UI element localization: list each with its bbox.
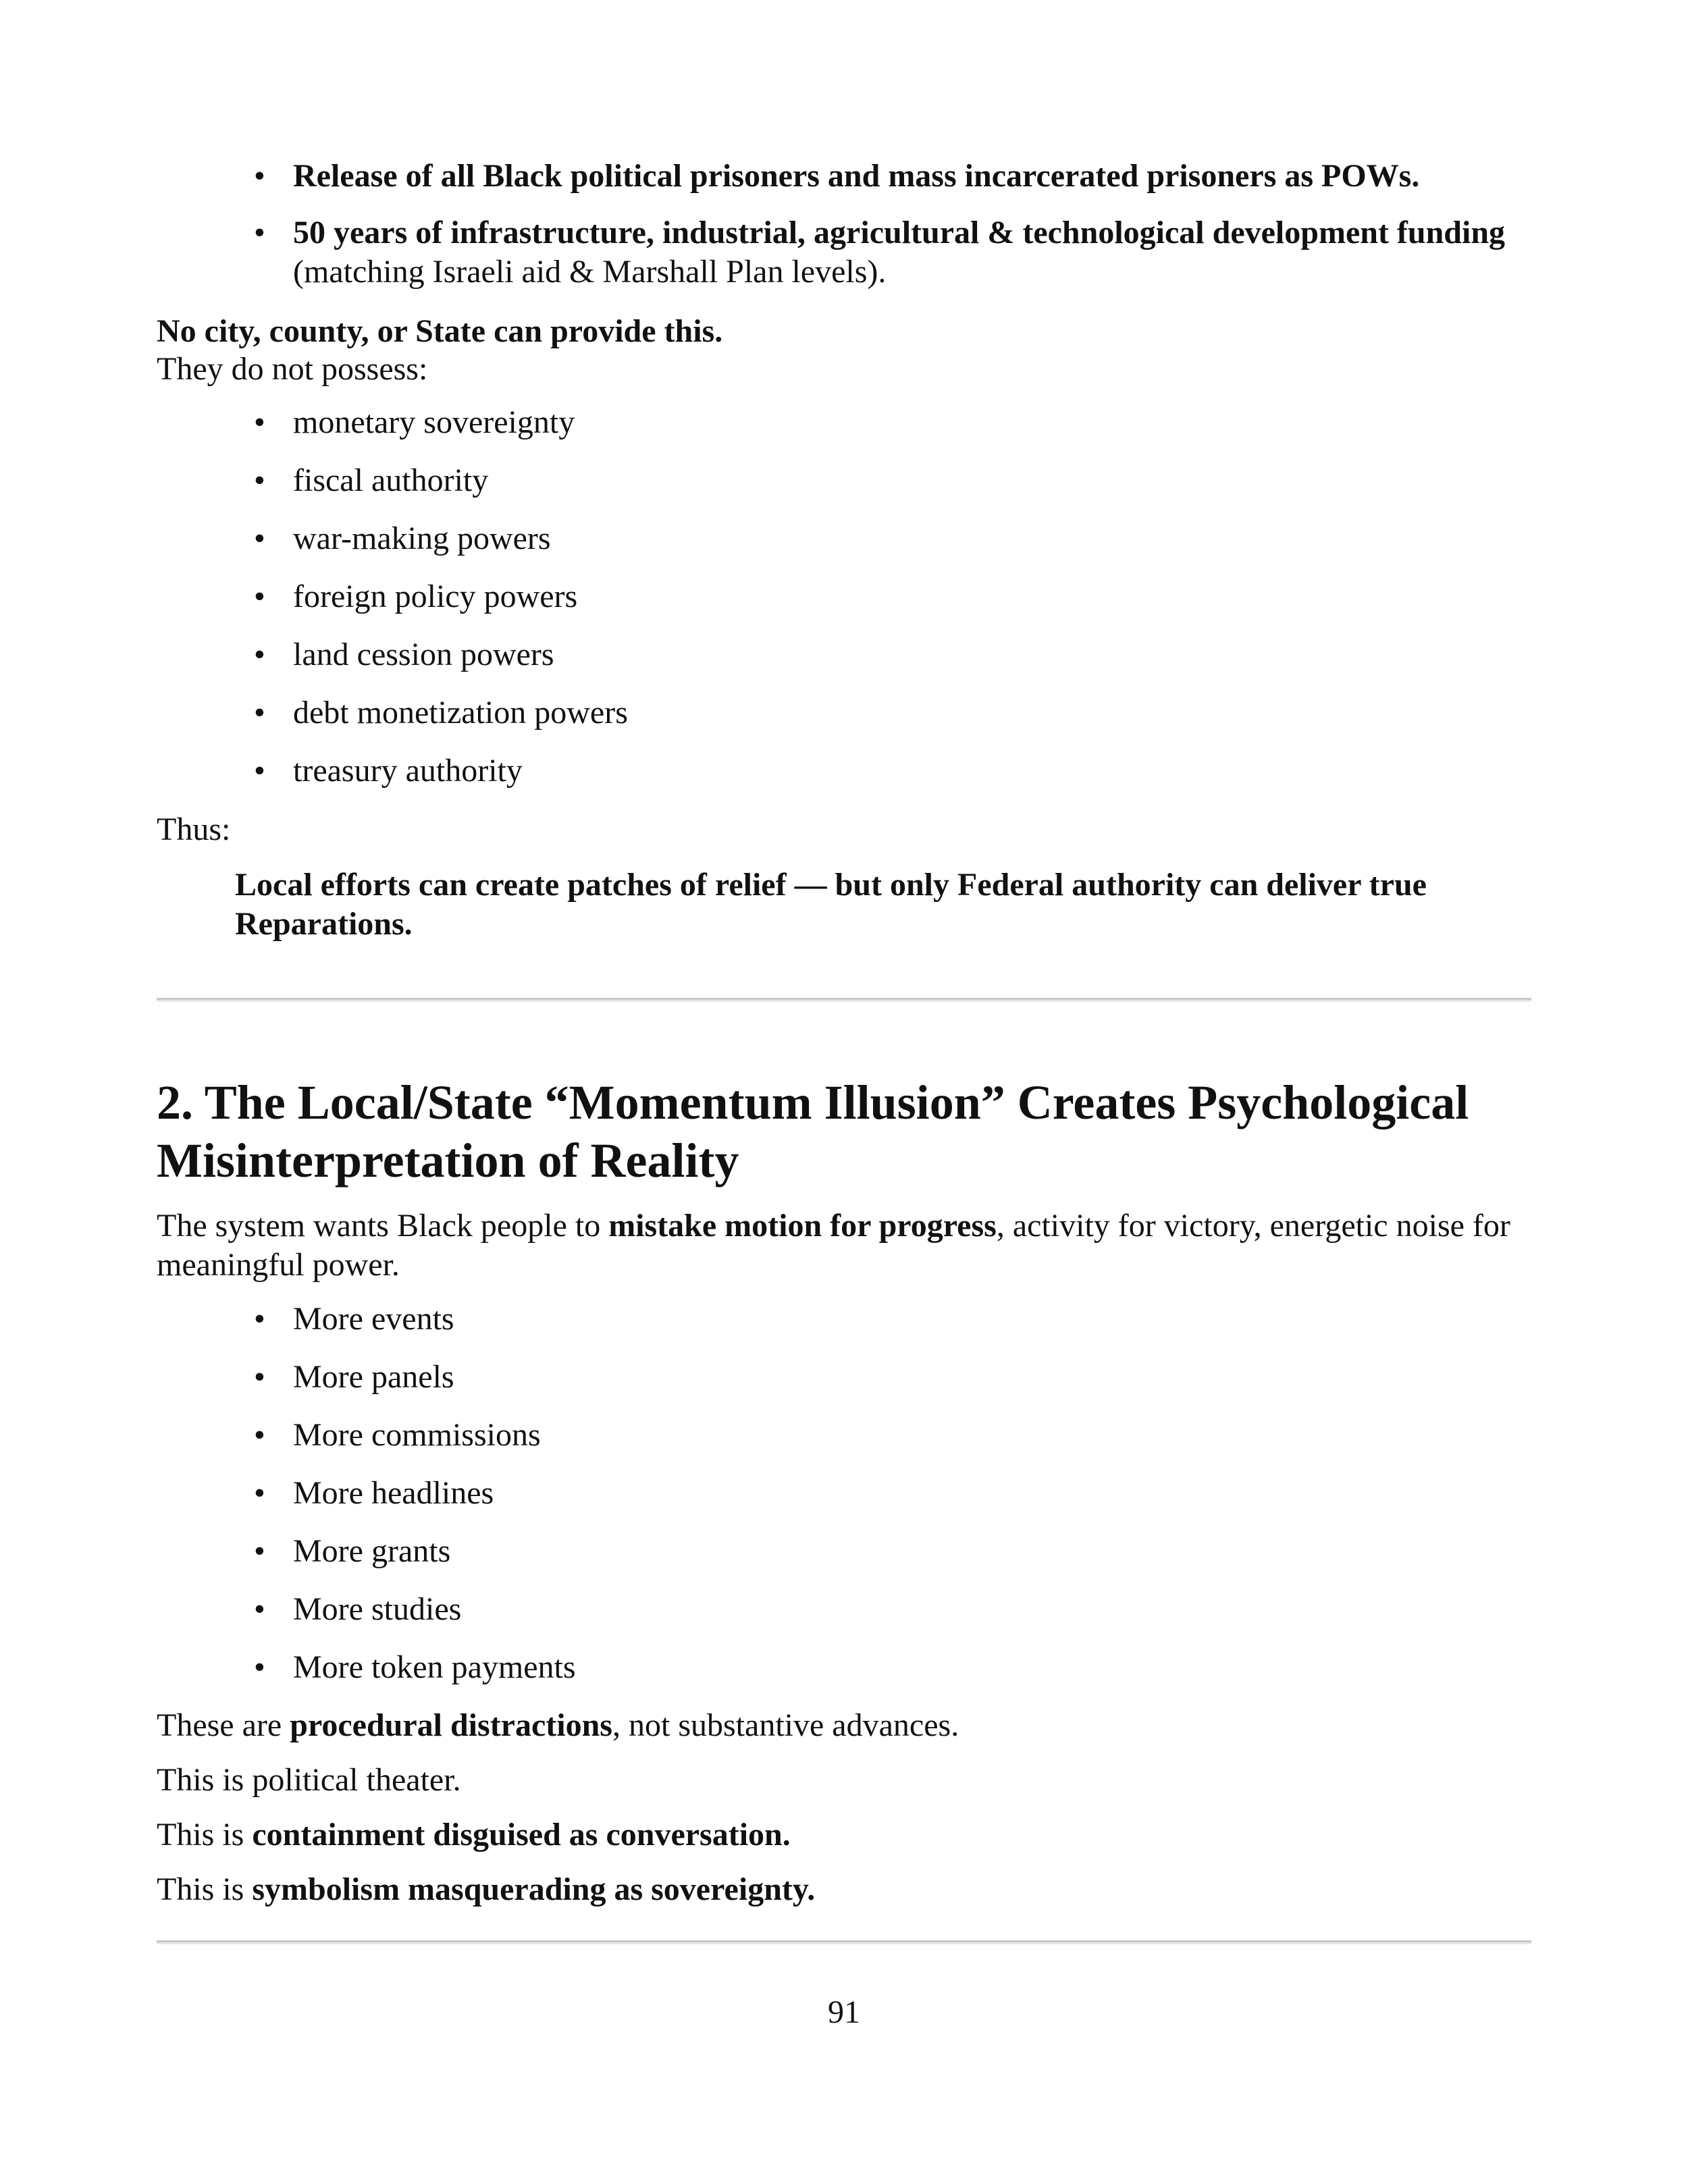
bullet-icon: • <box>254 579 265 614</box>
bullet-icon: • <box>254 1475 265 1511</box>
bullet-icon: • <box>254 404 265 440</box>
closing-line: This is symbolism masquerading as sovereignty. <box>157 1871 816 1907</box>
bullet-icon: • <box>254 1533 265 1569</box>
closing-line: This is political theater. <box>157 1762 461 1798</box>
bullet-icon: • <box>254 1649 265 1685</box>
closing-line: These are procedural distractions, not substantive advances. <box>157 1707 959 1743</box>
section-divider <box>157 998 1531 1002</box>
bullet-icon: • <box>254 1417 265 1453</box>
section-divider <box>157 1940 1531 1944</box>
document-page: • Release of all Black political prisoners and mass incarcerated prisoners as POWs. • 50 years of infrastructure, industrial, agricultural & technological development funding (matching Israeli aid & Marshall Plan levels). No city, county, or State can provide this. They do not possess: • monetary sovereignty • fiscal authority • war-making powers • foreign policy powers • land cession powers • debt monetization powers • treasury authority Thus: Local efforts can create patches of relief — but only Federal authority can deliver true Reparations. 2. The Local/State “Momentum Illusion” Creates Psychological Misinterpretation of Reality The system wants Black people to mistake motion for progress, activity for victory, energetic noise for meaningful power. • More events • More panels • More commissions • More headlines • More grants • More studies • More token payments These are procedural distractions, not substantive advances. This is political theater. This is containment disguised as conversation. This is symbolism masquerading as sovereignty. 91 <box>0 0 1688 2184</box>
bullet-icon: • <box>254 462 265 498</box>
list-item-text: Release of all Black political prisoners and mass incarcerated prisoners as POWs. <box>293 158 1420 194</box>
list-item-text-bold: 50 years of infrastructure, industrial, agricultural & technological development funding <box>293 215 1506 250</box>
thus-label: Thus: <box>157 811 231 847</box>
bullet-icon: • <box>254 158 265 194</box>
bullet-icon: • <box>254 695 265 730</box>
bullet-icon: • <box>254 753 265 789</box>
bullet-icon: • <box>254 215 265 250</box>
no-city-statement: No city, county, or State can provide this. <box>157 313 723 349</box>
bullet-icon: • <box>254 1301 265 1337</box>
section-intro: The system wants Black people to mistake motion for progress, activity for victory, energetic noise for meaningful power. <box>157 1208 1510 1283</box>
do-not-possess-label: They do not possess: <box>157 351 428 387</box>
closing-line: This is containment disguised as conversation. <box>157 1817 791 1853</box>
blockquote: Local efforts can create patches of relief — but only Federal authority can deliver true Reparations. <box>235 867 1427 942</box>
bullet-icon: • <box>254 1591 265 1627</box>
bullet-icon: • <box>254 1359 265 1395</box>
section-heading: 2. The Local/State “Momentum Illusion” Creates Psychological Misinterpretation of Reality <box>157 1075 1469 1188</box>
list-item-text: (matching Israeli aid & Marshall Plan levels). <box>293 254 887 290</box>
bullet-icon: • <box>254 521 265 556</box>
page-number: 91 <box>828 1994 860 2030</box>
bullet-icon: • <box>254 637 265 672</box>
